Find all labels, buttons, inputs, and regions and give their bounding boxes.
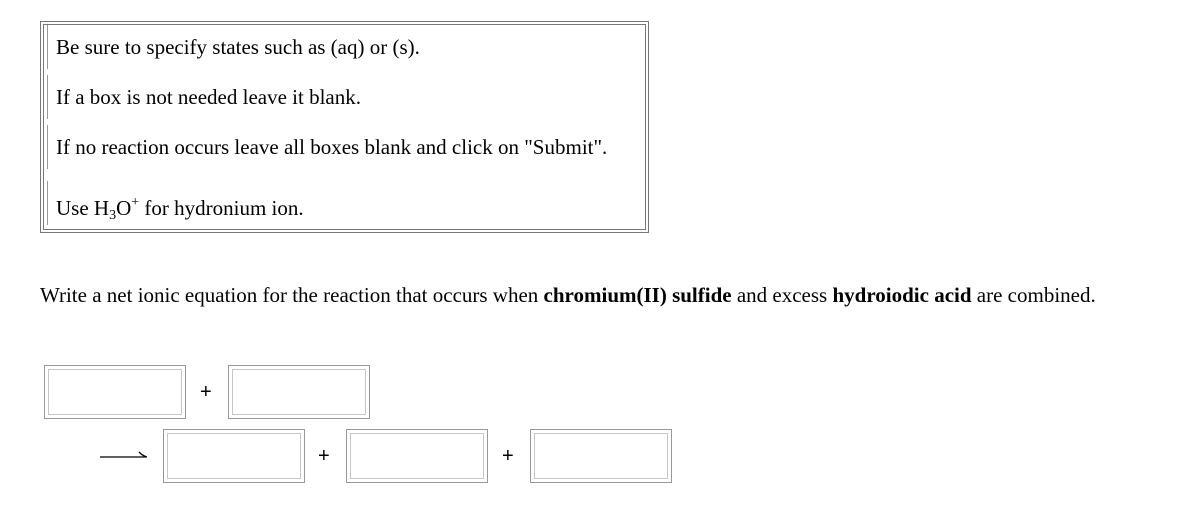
instruction-blank-box: If a box is not needed leave it blank. bbox=[47, 75, 642, 119]
question-text-3: are combined. bbox=[971, 283, 1096, 307]
product-3-box[interactable] bbox=[530, 429, 672, 483]
hydronium-oxygen: O bbox=[116, 196, 132, 220]
hydronium-charge: + bbox=[131, 195, 140, 210]
hydronium-suffix: for hydronium ion. bbox=[139, 196, 304, 220]
question-reactant-2: hydroiodic acid bbox=[832, 283, 972, 307]
reactant-2-box[interactable] bbox=[228, 365, 370, 419]
hydronium-subscript: 3 bbox=[109, 208, 117, 223]
instruction-no-reaction: If no reaction occurs leave all boxes blank and click on "Submit". bbox=[47, 125, 642, 169]
reaction-arrow-icon bbox=[98, 447, 150, 463]
instructions-panel bbox=[40, 21, 649, 233]
instruction-states: Be sure to specify states such as (aq) or (s). bbox=[47, 25, 642, 69]
instruction-hydronium bbox=[47, 181, 642, 225]
plus-sign-reactants: + bbox=[200, 381, 212, 403]
reactant-1-box[interactable] bbox=[44, 365, 186, 419]
plus-sign-products-1: + bbox=[318, 445, 330, 467]
question-text-2: and excess bbox=[731, 283, 833, 307]
plus-sign-products-2: + bbox=[502, 445, 514, 467]
hydronium-prefix: Use H bbox=[56, 196, 110, 220]
product-2-box[interactable] bbox=[346, 429, 488, 483]
question-reactant-1: chromium(II) sulfide bbox=[543, 283, 732, 307]
instructions-panel-inner bbox=[43, 24, 646, 230]
product-1-box[interactable] bbox=[163, 429, 305, 483]
question-prompt bbox=[40, 283, 1096, 308]
question-text-1: Write a net ionic equation for the reaction that occurs when bbox=[40, 283, 544, 307]
